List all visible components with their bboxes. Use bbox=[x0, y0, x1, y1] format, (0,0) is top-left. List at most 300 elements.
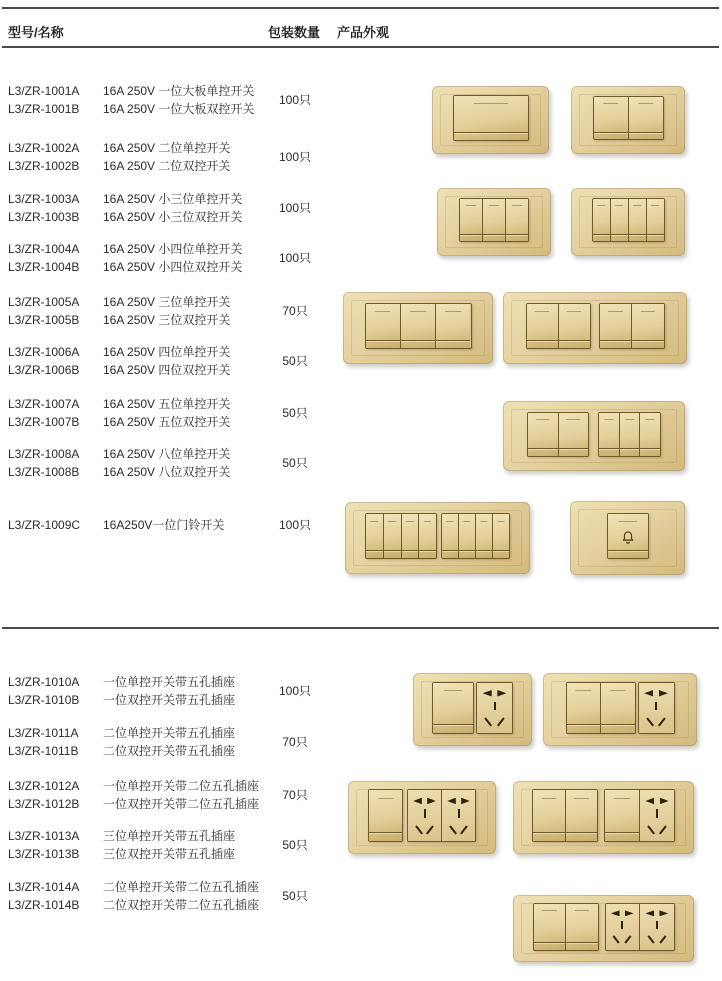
switch-button bbox=[435, 304, 470, 348]
qty-cell: 100只 bbox=[278, 201, 312, 215]
switch-button bbox=[605, 790, 640, 841]
desc-cell: 一位单控开关带五孔插座 bbox=[103, 675, 236, 689]
desc-cell: 一位双控开关带五孔插座 bbox=[103, 693, 236, 707]
switch-button bbox=[628, 199, 646, 241]
socket-module bbox=[638, 682, 675, 734]
doorbell-icon bbox=[619, 529, 636, 546]
model-cell: L3/ZR-1007A bbox=[8, 397, 80, 411]
desc-cell: 16A 250V 四位单控开关 bbox=[103, 345, 231, 359]
plate-modules bbox=[345, 498, 530, 574]
product-line bbox=[8, 413, 230, 431]
desc-cell: 16A 250V 四位双控开关 bbox=[103, 363, 231, 377]
model-cell: L3/ZR-1003A bbox=[8, 192, 80, 206]
button-top-mark bbox=[445, 311, 461, 312]
button-top-mark bbox=[371, 521, 379, 522]
socket-slot bbox=[415, 825, 423, 834]
five-hole-socket-icon bbox=[408, 790, 441, 841]
product-line bbox=[8, 190, 242, 208]
socket-module bbox=[407, 789, 476, 842]
plate-modules bbox=[570, 497, 685, 575]
product-line bbox=[8, 516, 224, 534]
button-top-mark bbox=[625, 419, 634, 420]
button-top-mark bbox=[444, 690, 462, 691]
switch-button bbox=[433, 683, 473, 733]
product-image-plate bbox=[503, 401, 685, 471]
button-top-mark bbox=[497, 521, 504, 522]
product-line bbox=[8, 795, 259, 813]
switch-button bbox=[619, 413, 640, 456]
switch-button bbox=[475, 514, 492, 558]
socket-slot bbox=[461, 798, 470, 805]
button-top-mark bbox=[597, 205, 605, 206]
socket-slot bbox=[427, 825, 435, 834]
button-seam-line bbox=[594, 132, 628, 133]
product-image-plate bbox=[413, 673, 532, 746]
header-rule bbox=[2, 46, 719, 48]
button-top-mark bbox=[536, 419, 550, 420]
socket-slot bbox=[497, 717, 504, 726]
button-seam-line bbox=[402, 550, 419, 551]
button-seam-line bbox=[629, 234, 646, 235]
button-top-mark bbox=[473, 103, 507, 104]
button-seam-line bbox=[366, 550, 383, 551]
model-cell: L3/ZR-1006B bbox=[8, 363, 80, 377]
socket-slot bbox=[613, 935, 620, 943]
button-top-mark bbox=[575, 910, 589, 911]
product-line bbox=[8, 293, 230, 311]
switch-button bbox=[558, 304, 590, 348]
desc-cell: 一位单控开关带二位五孔插座 bbox=[103, 779, 260, 793]
table-row bbox=[8, 827, 235, 863]
desc-cell: 16A 250V 一位大板双控开关 bbox=[103, 102, 255, 116]
desc-cell: 16A 250V 二位双控开关 bbox=[103, 159, 231, 173]
switch-module bbox=[592, 198, 665, 242]
product-line bbox=[8, 258, 242, 276]
qty-cell: 50只 bbox=[282, 456, 308, 470]
button-seam-line bbox=[483, 234, 505, 235]
product-line bbox=[8, 395, 230, 413]
desc-cell: 16A 250V 小三位单控开关 bbox=[103, 192, 243, 206]
product-image-plate bbox=[571, 188, 685, 256]
switch-button bbox=[366, 514, 383, 558]
socket-slot bbox=[645, 910, 654, 916]
socket-slot bbox=[413, 798, 422, 805]
section-divider bbox=[2, 627, 719, 629]
socket-slot bbox=[644, 690, 653, 697]
button-seam-line bbox=[476, 550, 492, 551]
switch-module bbox=[441, 513, 510, 559]
table-row bbox=[8, 395, 230, 431]
model-cell: L3/ZR-1001A bbox=[8, 84, 80, 98]
product-line bbox=[8, 691, 235, 709]
switch-button bbox=[454, 96, 528, 140]
plate-modules bbox=[413, 669, 532, 746]
button-top-mark bbox=[466, 205, 476, 206]
model-cell: L3/ZR-1007B bbox=[8, 415, 80, 429]
switch-button bbox=[528, 413, 558, 456]
button-seam-line bbox=[620, 448, 640, 449]
switch-button bbox=[442, 514, 458, 558]
desc-cell: 二位单控开关带五孔插座 bbox=[103, 726, 236, 740]
qty-cell: 50只 bbox=[282, 889, 308, 903]
table-row bbox=[8, 724, 235, 760]
model-cell: L3/ZR-1013A bbox=[8, 829, 80, 843]
desc-cell: 二位双控开关带二位五孔插座 bbox=[103, 898, 260, 912]
switch-button bbox=[600, 683, 635, 733]
plate-modules bbox=[513, 777, 694, 854]
five-hole-socket-icon bbox=[477, 683, 512, 733]
button-seam-line bbox=[534, 942, 566, 943]
five-hole-socket-icon bbox=[639, 683, 674, 733]
qty-cell: 50只 bbox=[282, 406, 308, 420]
switch-module bbox=[453, 95, 529, 141]
socket-slot bbox=[647, 935, 654, 943]
product-image-plate bbox=[543, 673, 697, 746]
button-seam-line bbox=[640, 448, 660, 449]
plate-modules bbox=[503, 288, 687, 364]
switch-module bbox=[368, 789, 403, 842]
qty-cell: 100只 bbox=[278, 684, 312, 698]
button-seam-line bbox=[559, 340, 590, 341]
desc-cell: 16A 250V 五位双控开关 bbox=[103, 415, 231, 429]
product-line bbox=[8, 463, 230, 481]
button-seam-line bbox=[593, 234, 610, 235]
socket-slot bbox=[424, 809, 426, 818]
model-cell: L3/ZR-1008B bbox=[8, 465, 80, 479]
button-top-mark bbox=[610, 690, 625, 691]
plate-modules bbox=[343, 288, 493, 364]
product-line bbox=[8, 673, 235, 691]
product-image-plate bbox=[437, 188, 551, 256]
button-top-mark bbox=[410, 311, 426, 312]
model-cell: L3/ZR-1008A bbox=[8, 447, 80, 461]
plate-modules bbox=[437, 184, 551, 256]
socket-slot bbox=[656, 809, 658, 818]
button-top-mark bbox=[618, 521, 636, 522]
button-top-mark bbox=[641, 311, 655, 312]
product-line bbox=[8, 896, 259, 914]
socket-slot bbox=[427, 798, 436, 805]
desc-cell: 三位单控开关带五孔插座 bbox=[103, 829, 236, 843]
button-top-mark bbox=[542, 798, 556, 799]
switch-button bbox=[558, 413, 589, 456]
product-line bbox=[8, 157, 230, 175]
button-seam-line bbox=[567, 724, 601, 725]
five-hole-socket-icon bbox=[640, 790, 674, 841]
button-top-mark bbox=[512, 205, 522, 206]
desc-cell: 一位双控开关带二位五孔插座 bbox=[103, 797, 260, 811]
switch-module bbox=[365, 303, 472, 349]
switch-module bbox=[566, 682, 636, 734]
qty-cell: 100只 bbox=[278, 251, 312, 265]
switch-button bbox=[628, 97, 663, 139]
button-seam-line bbox=[433, 724, 473, 725]
desc-cell: 16A 250V 八位双控开关 bbox=[103, 465, 231, 479]
switch-button bbox=[608, 514, 648, 558]
button-top-mark bbox=[489, 205, 499, 206]
desc-cell: 16A 250V 一位大板单控开关 bbox=[103, 84, 255, 98]
switch-module bbox=[526, 303, 591, 349]
model-cell: L3/ZR-1010A bbox=[8, 675, 80, 689]
table-row bbox=[8, 673, 235, 709]
socket-slot bbox=[656, 921, 658, 929]
switch-button bbox=[646, 199, 664, 241]
button-seam-line bbox=[559, 448, 589, 449]
socket-slot bbox=[458, 809, 460, 818]
model-cell: L3/ZR-1002B bbox=[8, 159, 80, 173]
switch-button bbox=[631, 304, 664, 348]
product-line bbox=[8, 240, 242, 258]
switch-button bbox=[565, 790, 598, 841]
switch-button bbox=[401, 514, 419, 558]
button-top-mark bbox=[604, 419, 613, 420]
product-image-plate bbox=[503, 292, 687, 364]
socket-slot bbox=[659, 825, 667, 834]
button-seam-line bbox=[436, 340, 470, 341]
switch-button bbox=[639, 413, 660, 456]
product-line bbox=[8, 343, 230, 361]
button-top-mark bbox=[646, 419, 655, 420]
switch-button bbox=[594, 97, 628, 139]
socket-slot bbox=[659, 935, 666, 943]
model-cell: L3/ZR-1001B bbox=[8, 102, 80, 116]
model-cell: L3/ZR-1014B bbox=[8, 898, 80, 912]
socket-slot bbox=[647, 825, 655, 834]
switch-button bbox=[534, 904, 566, 950]
button-top-mark bbox=[638, 103, 654, 104]
switch-module bbox=[532, 789, 598, 842]
model-cell: L3/ZR-1006A bbox=[8, 345, 80, 359]
button-seam-line bbox=[454, 132, 528, 133]
socket-slot bbox=[621, 921, 623, 929]
plate-modules bbox=[543, 669, 697, 746]
switch-button bbox=[527, 304, 558, 348]
model-cell: L3/ZR-1011A bbox=[8, 726, 79, 740]
button-seam-line bbox=[528, 448, 558, 449]
product-line bbox=[8, 100, 254, 118]
column-header-package-qty: 包装数量 bbox=[268, 25, 321, 40]
button-top-mark bbox=[576, 690, 591, 691]
product-line bbox=[8, 311, 230, 329]
socket-slot bbox=[625, 935, 632, 943]
button-seam-line bbox=[506, 234, 528, 235]
switch-button bbox=[400, 304, 435, 348]
desc-cell: 16A 250V 小四位单控开关 bbox=[103, 242, 243, 256]
switch-module bbox=[598, 412, 661, 457]
table-row bbox=[8, 139, 230, 175]
switch-button bbox=[418, 514, 436, 558]
button-top-mark bbox=[378, 798, 393, 799]
product-line bbox=[8, 361, 230, 379]
table-row bbox=[8, 293, 230, 329]
button-top-mark bbox=[480, 521, 487, 522]
socket-slot bbox=[659, 690, 668, 697]
model-cell: L3/ZR-1012A bbox=[8, 779, 80, 793]
button-seam-line bbox=[460, 234, 482, 235]
button-top-mark bbox=[614, 798, 630, 799]
model-cell: L3/ZR-1005B bbox=[8, 313, 80, 327]
model-cell: L3/ZR-1002A bbox=[8, 141, 80, 155]
desc-cell: 16A 250V 八位单控开关 bbox=[103, 447, 231, 461]
qty-cell: 70只 bbox=[282, 735, 308, 749]
table-row bbox=[8, 82, 254, 118]
product-line bbox=[8, 445, 230, 463]
socket-slot bbox=[447, 798, 456, 805]
switch-module bbox=[527, 412, 589, 457]
product-image-plate bbox=[345, 502, 530, 574]
switch-module bbox=[432, 682, 474, 734]
product-image-plate bbox=[513, 781, 694, 854]
model-cell: L3/ZR-1004B bbox=[8, 260, 80, 274]
desc-cell: 16A 250V 小四位双控开关 bbox=[103, 260, 243, 274]
button-top-mark bbox=[388, 521, 396, 522]
switch-button bbox=[505, 199, 528, 241]
socket-slot bbox=[645, 798, 654, 805]
switch-button bbox=[482, 199, 505, 241]
button-seam-line bbox=[419, 550, 436, 551]
model-cell: L3/ZR-1014A bbox=[8, 880, 80, 894]
product-line bbox=[8, 208, 242, 226]
product-line bbox=[8, 777, 259, 795]
socket-slot bbox=[646, 717, 653, 726]
button-top-mark bbox=[651, 205, 659, 206]
table-row bbox=[8, 516, 224, 534]
qty-cell: 70只 bbox=[282, 304, 308, 318]
table-row bbox=[8, 190, 242, 226]
model-cell: L3/ZR-1011B bbox=[8, 744, 79, 758]
button-top-mark bbox=[615, 205, 623, 206]
switch-socket-module bbox=[604, 789, 675, 842]
desc-cell: 三位双控开关带五孔插座 bbox=[103, 847, 236, 861]
button-top-mark bbox=[567, 311, 581, 312]
button-top-mark bbox=[406, 521, 414, 522]
product-line bbox=[8, 82, 254, 100]
desc-cell: 16A 250V 五位单控开关 bbox=[103, 397, 231, 411]
switch-button bbox=[383, 514, 401, 558]
product-line bbox=[8, 724, 235, 742]
model-cell: L3/ZR-1013B bbox=[8, 847, 80, 861]
product-line bbox=[8, 845, 235, 863]
socket-slot bbox=[494, 702, 496, 711]
product-line bbox=[8, 742, 235, 760]
button-seam-line bbox=[566, 942, 598, 943]
qty-cell: 50只 bbox=[282, 354, 308, 368]
product-image-plate bbox=[343, 292, 493, 364]
button-seam-line bbox=[493, 550, 509, 551]
socket-slot bbox=[625, 910, 634, 916]
model-cell: L3/ZR-1003B bbox=[8, 210, 80, 224]
switch-module bbox=[459, 198, 529, 242]
switch-module bbox=[365, 513, 437, 559]
socket-slot bbox=[659, 717, 666, 726]
switch-button bbox=[533, 790, 565, 841]
socket-slot bbox=[655, 702, 657, 711]
button-seam-line bbox=[601, 724, 635, 725]
socket-slot bbox=[611, 910, 620, 916]
model-cell: L3/ZR-1009C bbox=[8, 518, 81, 532]
button-top-mark bbox=[542, 910, 556, 911]
button-seam-line bbox=[442, 550, 458, 551]
button-seam-line bbox=[611, 234, 628, 235]
switch-button bbox=[599, 413, 619, 456]
socket-slot bbox=[449, 825, 457, 834]
table-row bbox=[8, 878, 259, 914]
button-top-mark bbox=[535, 311, 549, 312]
desc-cell: 16A 250V 二位单控开关 bbox=[103, 141, 231, 155]
plate-modules bbox=[432, 82, 549, 154]
qty-cell: 50只 bbox=[282, 838, 308, 852]
qty-cell: 100只 bbox=[278, 150, 312, 164]
five-hole-socket-icon bbox=[606, 904, 640, 950]
qty-cell: 100只 bbox=[278, 93, 312, 107]
doorbell-module bbox=[607, 513, 649, 559]
socket-slot bbox=[483, 690, 492, 697]
socket-slot bbox=[659, 910, 668, 916]
switch-button bbox=[366, 304, 400, 348]
button-seam-line bbox=[533, 832, 565, 833]
switch-button bbox=[600, 304, 632, 348]
table-row bbox=[8, 777, 259, 813]
desc-cell: 16A 250V 三位双控开关 bbox=[103, 313, 231, 327]
button-seam-line bbox=[605, 832, 639, 833]
switch-button bbox=[565, 904, 598, 950]
column-header-model-name: 型号/名称 bbox=[8, 25, 64, 40]
socket-slot bbox=[484, 717, 491, 726]
table-row bbox=[8, 445, 230, 481]
button-seam-line bbox=[632, 340, 664, 341]
five-hole-socket-icon bbox=[639, 904, 674, 950]
button-seam-line bbox=[366, 340, 400, 341]
product-image-plate bbox=[571, 86, 685, 154]
desc-cell: 16A 250V 小三位双控开关 bbox=[103, 210, 243, 224]
switch-module bbox=[533, 903, 599, 951]
switch-button bbox=[492, 514, 509, 558]
column-header-appearance: 产品外观 bbox=[337, 25, 390, 40]
plate-modules bbox=[571, 82, 685, 154]
product-image-plate bbox=[432, 86, 549, 154]
switch-button bbox=[610, 199, 628, 241]
switch-button bbox=[593, 199, 610, 241]
desc-cell: 16A 250V 三位单控开关 bbox=[103, 295, 231, 309]
switch-button bbox=[460, 199, 482, 241]
socket-module bbox=[476, 682, 513, 734]
model-cell: L3/ZR-1004A bbox=[8, 242, 80, 256]
switch-module bbox=[593, 96, 664, 140]
table-row bbox=[8, 343, 230, 379]
product-image-plate bbox=[570, 501, 685, 575]
socket-module bbox=[605, 903, 675, 951]
socket-slot bbox=[461, 825, 469, 834]
button-seam-line bbox=[600, 340, 632, 341]
qty-cell: 70只 bbox=[282, 788, 308, 802]
desc-cell: 二位单控开关带二位五孔插座 bbox=[103, 880, 260, 894]
button-top-mark bbox=[463, 521, 470, 522]
switch-button bbox=[567, 683, 601, 733]
model-cell: L3/ZR-1005A bbox=[8, 295, 80, 309]
plate-modules bbox=[348, 777, 496, 854]
plate-modules bbox=[503, 397, 685, 471]
button-seam-line bbox=[384, 550, 401, 551]
button-top-mark bbox=[574, 798, 588, 799]
button-seam-line bbox=[527, 340, 558, 341]
switch-button bbox=[458, 514, 475, 558]
button-top-mark bbox=[608, 311, 622, 312]
product-line bbox=[8, 878, 259, 896]
socket-slot bbox=[497, 690, 506, 697]
button-top-mark bbox=[633, 205, 641, 206]
header-rule bbox=[2, 7, 719, 9]
table-row bbox=[8, 240, 242, 276]
